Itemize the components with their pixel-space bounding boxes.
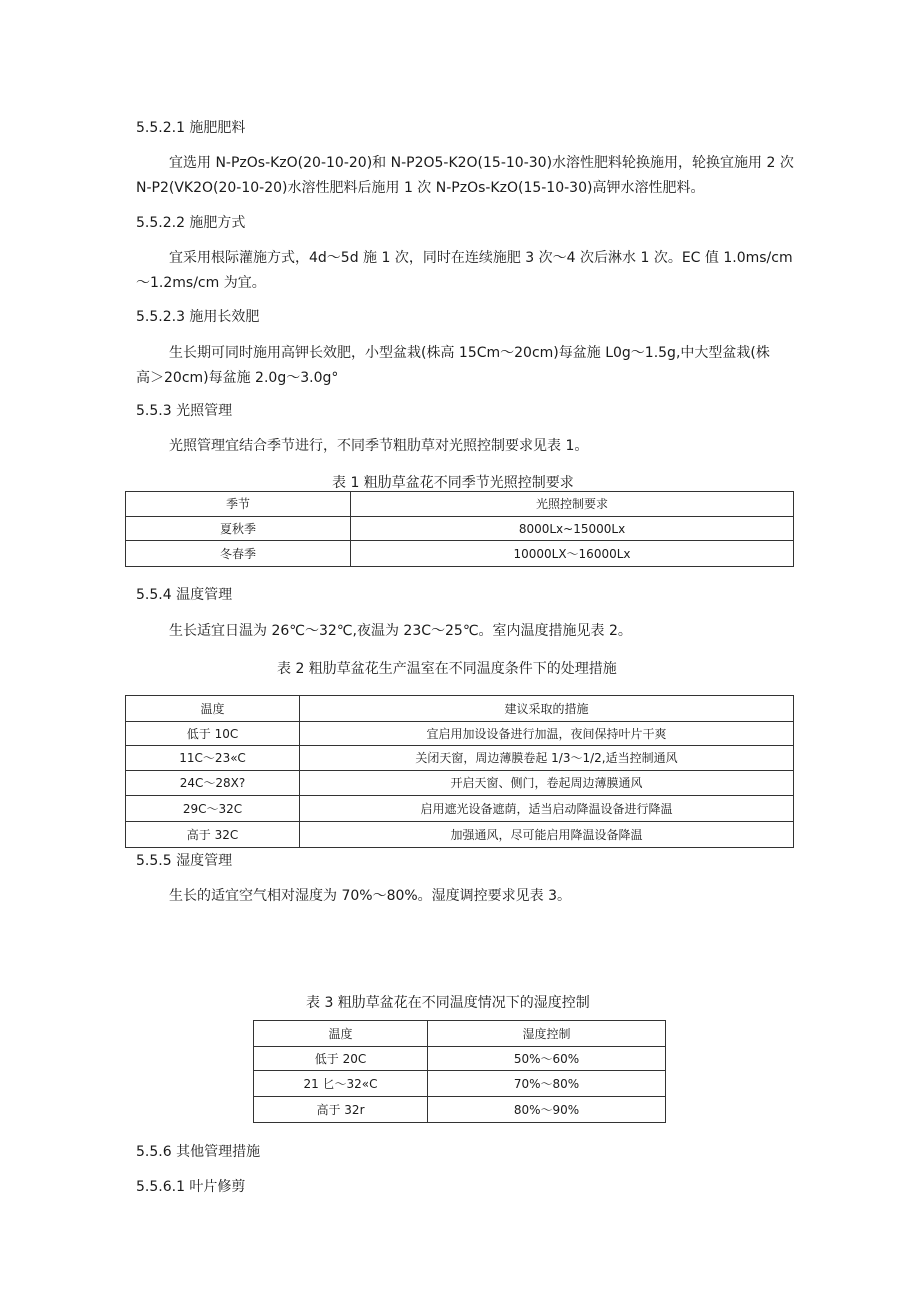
table-header-cell: 温度	[254, 1021, 428, 1047]
section-heading-5-5-6: 5.5.6 其他管理措施	[136, 1144, 261, 1160]
table-header-cell: 温度	[126, 696, 300, 722]
paragraph-line: 光照管理宜结合季节进行，不同季节粗肋草对光照控制要求见表 1。	[169, 438, 589, 454]
section-heading-5-5-2-2: 5.5.2.2 施肥方式	[136, 215, 246, 231]
table-row	[126, 541, 794, 567]
table-cell: 开启天窗、侧门，卷起周边薄膜通风	[300, 771, 794, 796]
table-cell: 冬春季	[126, 541, 351, 567]
paragraph-line: 高＞20cm)每盆施 2.0g～3.0g°	[136, 370, 339, 386]
table-3-caption: 表 3 粗肋草盆花在不同温度情况下的湿度控制	[306, 995, 590, 1011]
table-row	[126, 771, 794, 796]
table-header-row	[126, 696, 794, 722]
table-row	[126, 746, 794, 771]
section-heading-5-5-4: 5.5.4 温度管理	[136, 587, 233, 603]
table-3	[253, 1020, 666, 1123]
table-row	[254, 1047, 666, 1071]
table-row	[126, 722, 794, 746]
table-cell: 夏秋季	[126, 517, 351, 541]
table-header-cell: 湿度控制	[428, 1021, 666, 1047]
table-row	[126, 822, 794, 848]
paragraph-line: 宜选用 N-PzOs-KzO(20-10-20)和 N-P2O5-K2O(15-10-30)水溶性肥料轮换施用，轮换宜施用 2 次	[169, 155, 794, 171]
section-heading-5-5-5: 5.5.5 湿度管理	[136, 853, 233, 869]
table-header-cell: 光照控制要求	[351, 492, 794, 517]
section-heading-5-5-6-1: 5.5.6.1 叶片修剪	[136, 1179, 246, 1195]
table-cell: 50%～60%	[428, 1047, 666, 1071]
paragraph-line: 生长期可同时施用高钾长效肥，小型盆栽(株高 15Cm～20cm)每盆施 L0g～1.5g,中大型盆栽(株	[169, 345, 770, 361]
table-row	[254, 1071, 666, 1097]
paragraph-line: 生长适宜日温为 26℃～32℃,夜温为 23C～25℃。室内温度措施见表 2。	[169, 623, 632, 639]
table-cell: 高于 32r	[254, 1097, 428, 1123]
table-cell: 8000Lx~15000Lx	[351, 517, 794, 541]
table-cell: 21 匕～32«C	[254, 1071, 428, 1097]
paragraph-line: N-P2(VK2O(20-10-20)水溶性肥料后施用 1 次 N-PzOs-KzO(15-10-30)高钾水溶性肥料。	[136, 180, 705, 196]
table-cell: 80%～90%	[428, 1097, 666, 1123]
table-row	[254, 1097, 666, 1123]
paragraph-line: 宜采用根际灌施方式，4d～5d 施 1 次，同时在连续施肥 3 次～4 次后淋水 1 次。EC 值 1.0ms/cm	[169, 250, 793, 266]
paragraph-line: 生长的适宜空气相对湿度为 70%～80%。湿度调控要求见表 3。	[169, 888, 572, 904]
table-cell: 低于 10C	[126, 722, 300, 746]
table-cell: 关闭天窗，周边薄膜卷起 1/3～1/2,适当控制通风	[300, 746, 794, 771]
paragraph-line: ～1.2ms/cm 为宜。	[136, 275, 266, 291]
table-cell: 29C～32C	[126, 796, 300, 822]
table-row	[126, 517, 794, 541]
table-header-row	[126, 492, 794, 517]
table-1-caption: 表 1 粗肋草盆花不同季节光照控制要求	[332, 475, 574, 491]
section-heading-5-5-3: 5.5.3 光照管理	[136, 403, 233, 419]
section-heading-5-5-2-3: 5.5.2.3 施用长效肥	[136, 309, 260, 325]
table-cell: 高于 32C	[126, 822, 300, 848]
table-cell: 启用遮光设备遮荫，适当启动降温设备进行降温	[300, 796, 794, 822]
table-2	[125, 695, 794, 848]
table-cell: 10000LX～16000Lx	[351, 541, 794, 567]
table-row	[126, 796, 794, 822]
table-cell: 11C～23«C	[126, 746, 300, 771]
table-cell: 70%～80%	[428, 1071, 666, 1097]
section-heading-5-5-2-1: 5.5.2.1 施肥肥料	[136, 120, 246, 136]
table-1	[125, 491, 794, 567]
table-2-caption: 表 2 粗肋草盆花生产温室在不同温度条件下的处理措施	[277, 661, 617, 677]
table-header-row	[254, 1021, 666, 1047]
table-cell: 宜启用加设设备进行加温，夜间保持叶片干爽	[300, 722, 794, 746]
table-cell: 24C～28X?	[126, 771, 300, 796]
table-header-cell: 建议采取的措施	[300, 696, 794, 722]
table-header-cell: 季节	[126, 492, 351, 517]
table-cell: 低于 20C	[254, 1047, 428, 1071]
table-cell: 加强通风，尽可能启用降温设备降温	[300, 822, 794, 848]
